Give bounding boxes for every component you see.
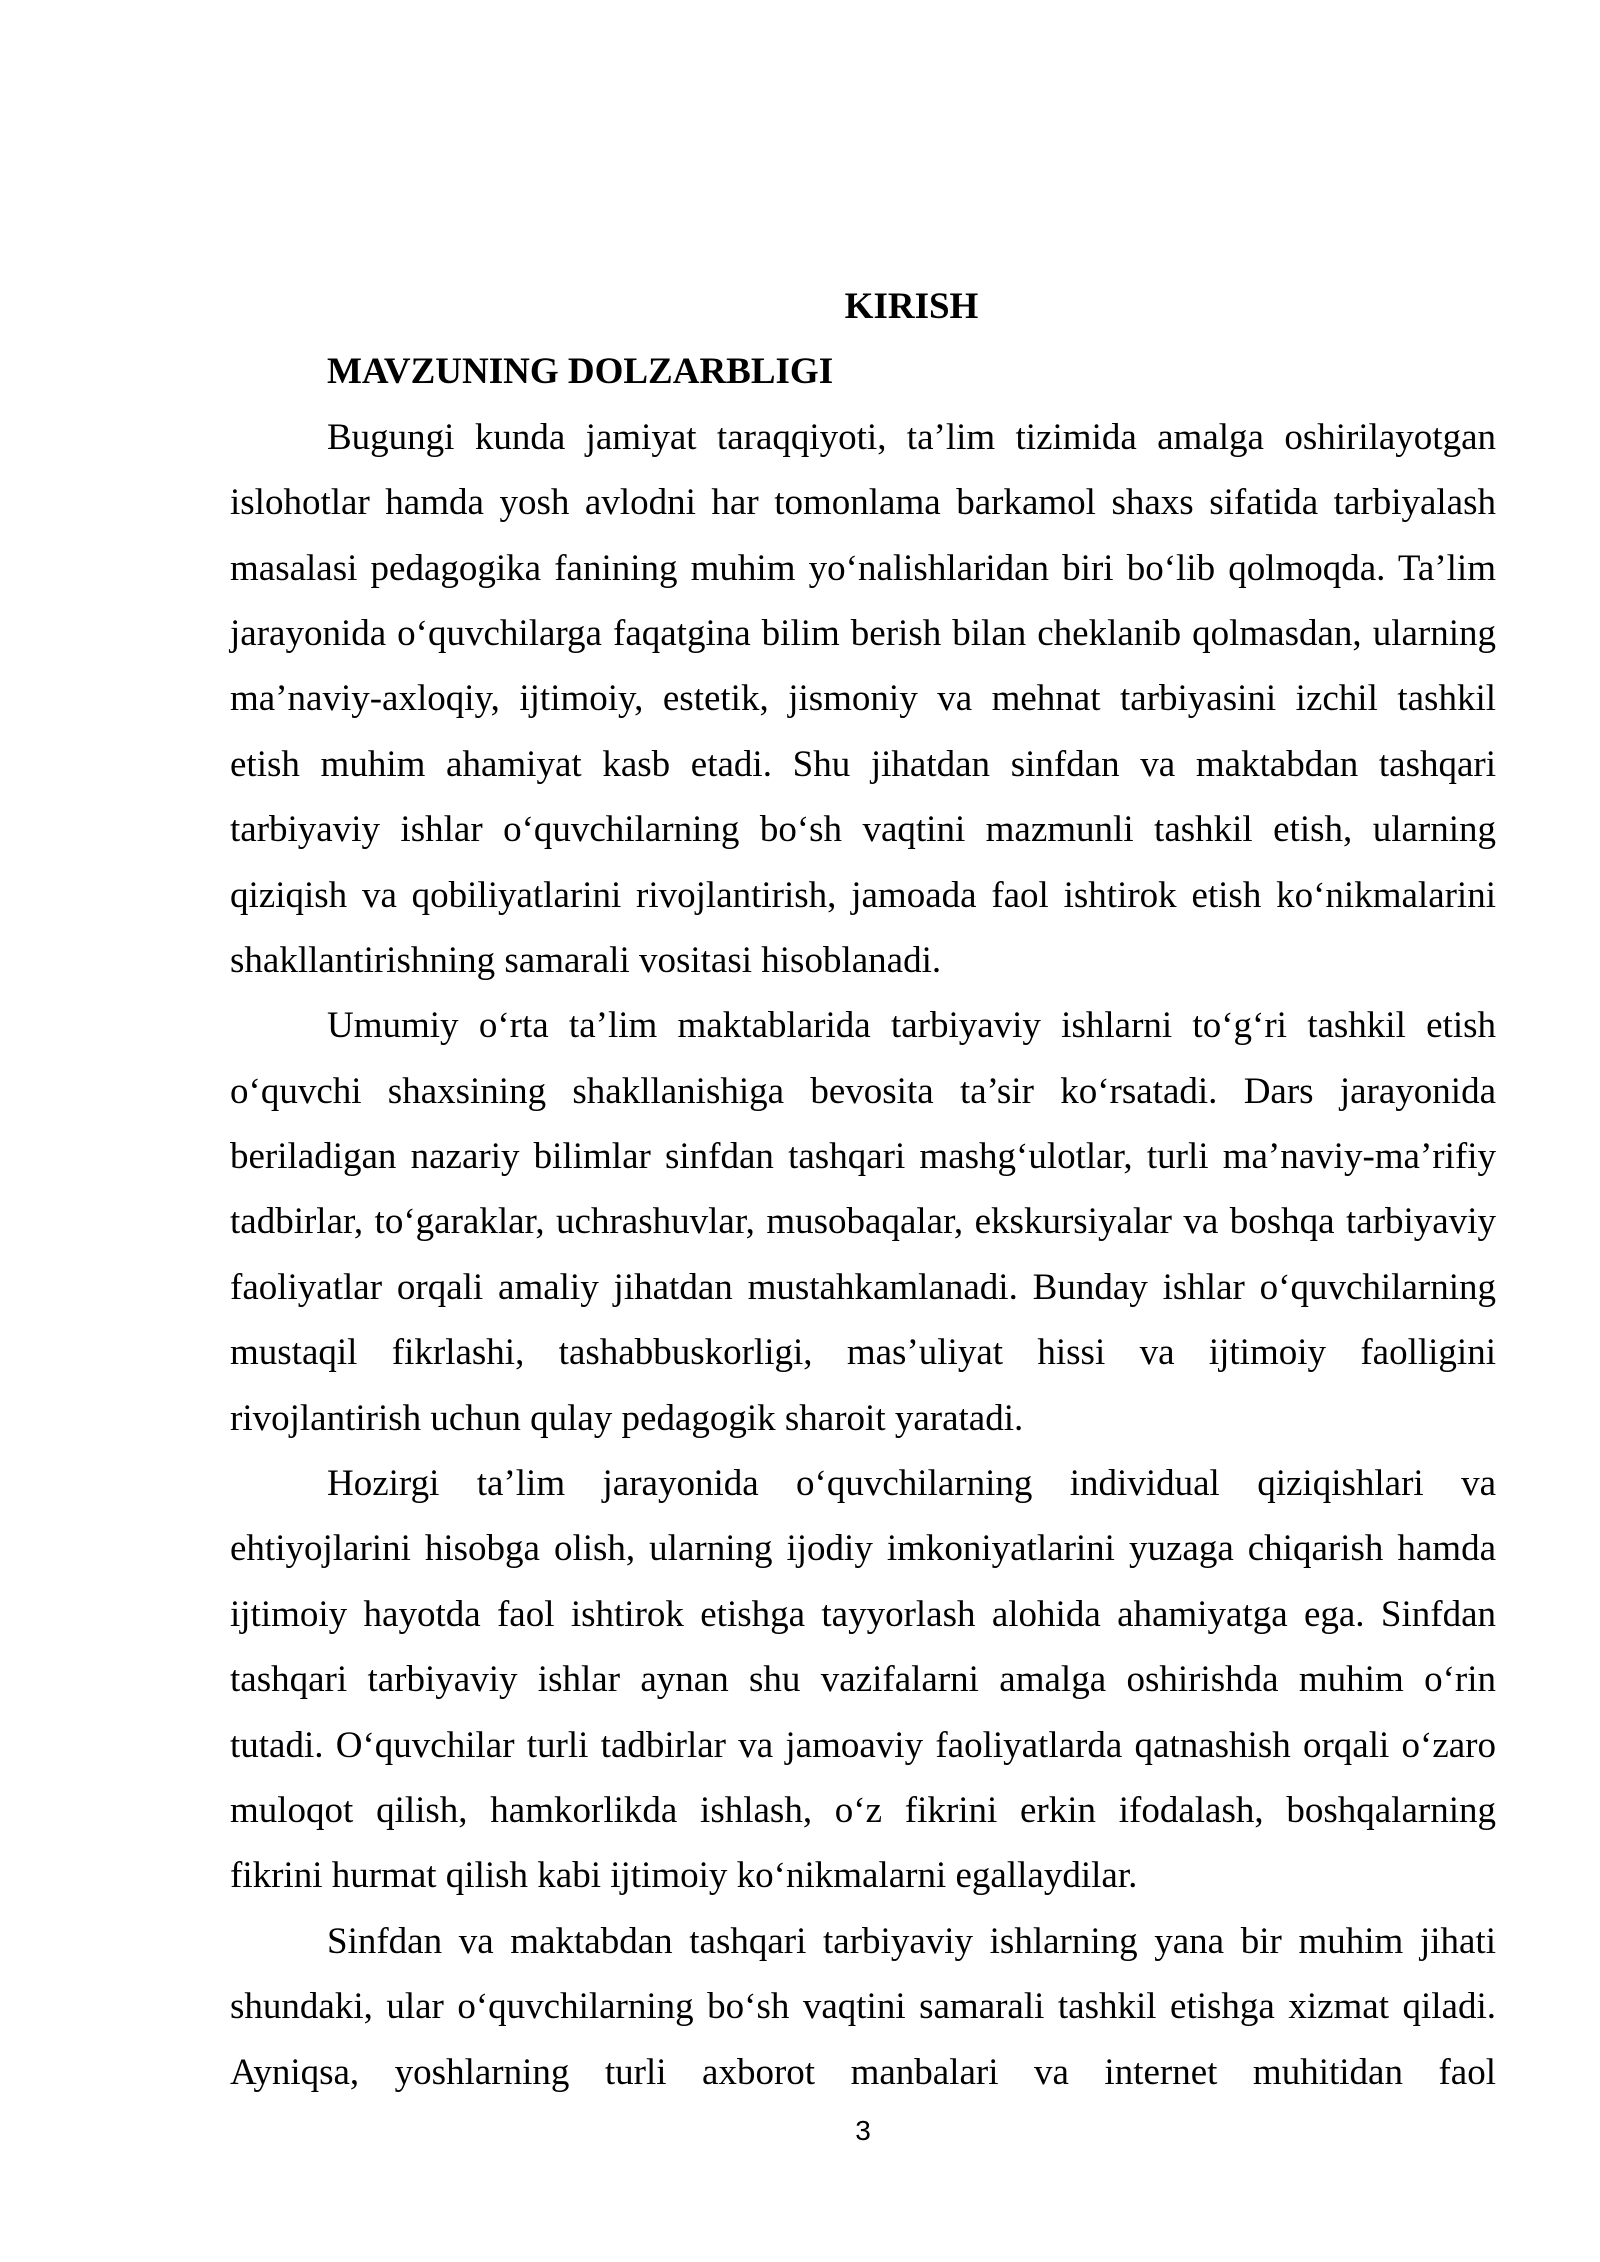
paragraph-line: ma’naviy-axloqiy, ijtimoiy, estetik, jismoniy va mehnat tarbiyasini izchil tashkil <box>230 678 1496 720</box>
paragraph-line: ijtimoiy hayotda faol ishtirok etishga tayyorlash alohida ahamiyatga ega. Sinfdan <box>230 1593 1496 1635</box>
paragraph-line: etish muhim ahamiyat kasb etadi. Shu jihatdan sinfdan va maktabdan tashqari <box>230 743 1496 785</box>
page-number: 3 <box>855 2115 871 2146</box>
paragraph-line: tashqari tarbiyaviy ishlar aynan shu vazifalarni amalga oshirishda muhim o‘rin <box>230 1659 1496 1701</box>
paragraph-line: muloqot qilish, hamkorlikda ishlash, o‘z fikrini erkin ifodalash, boshqalarning <box>230 1789 1496 1831</box>
paragraph-line: mustaqil fikrlashi, tashabbuskorligi, mas’uliyat hissi va ijtimoiy faolligini <box>230 1332 1496 1374</box>
section-title: MAVZUNING DOLZARBLIGI <box>327 351 834 393</box>
paragraph-1 <box>230 405 1496 994</box>
paragraph-line: ehtiyojlarini hisobga olish, ularning ijodiy imkoniyatlarini yuzaga chiqarish hamda <box>230 1528 1496 1570</box>
paragraph-4 <box>230 1909 1496 2105</box>
paragraph-line: Sinfdan va maktabdan tashqari tarbiyaviy ishlarning yana bir muhim jihati <box>327 1920 1496 1962</box>
paragraph-line: faoliyatlar orqali amaliy jihatdan mustahkamlanadi. Bunday ishlar o‘quvchilarning <box>230 1266 1496 1308</box>
paragraph-line: shakllantirishning samarali vositasi hisoblanadi. <box>230 939 942 981</box>
paragraph-line: fikrini hurmat qilish kabi ijtimoiy ko‘nikmalarni egallaydilar. <box>230 1855 1138 1897</box>
paragraph-line: Bugungi kunda jamiyat taraqqiyoti, ta’lim tizimida amalga oshirilayotgan <box>327 416 1496 458</box>
paragraph-line: o‘quvchi shaxsining shakllanishiga bevosita ta’sir ko‘rsatadi. Dars jarayonida <box>230 1070 1496 1112</box>
paragraph-line: tadbirlar, to‘garaklar, uchrashuvlar, musobaqalar, ekskursiyalar va boshqa tarbiyaviy <box>230 1201 1496 1243</box>
paragraph-line: tarbiyaviy ishlar o‘quvchilarning bo‘sh vaqtini mazmunli tashkil etish, ularning <box>230 809 1496 851</box>
paragraph-line: Hozirgi ta’lim jarayonida o‘quvchilarning individual qiziqishlari va <box>327 1463 1496 1505</box>
paragraph-line: Umumiy o‘rta ta’lim maktablarida tarbiyaviy ishlarni to‘g‘ri tashkil etish <box>327 1005 1496 1047</box>
paragraph-2 <box>230 993 1496 1451</box>
document-body <box>230 274 1496 2105</box>
paragraph-line: jarayonida o‘quvchilarga faqatgina bilim berish bilan cheklanib qolmasdan, ularning <box>230 612 1496 654</box>
paragraph-line: rivojlantirish uchun qulay pedagogik sharoit yaratadi. <box>230 1397 1024 1439</box>
chapter-title: KIRISH <box>844 286 979 327</box>
paragraph-line: qiziqish va qobiliyatlarini rivojlantirish, jamoada faol ishtirok etish ko‘nikmalarini <box>230 874 1496 916</box>
paragraph-line: Ayniqsa, yoshlarning turli axborot manbalari va internet muhitidan faol <box>230 2051 1496 2093</box>
paragraph-3 <box>230 1451 1496 1909</box>
paragraph-line: shundaki, ular o‘quvchilarning bo‘sh vaqtini samarali tashkil etishga xizmat qiladi. <box>230 1986 1496 2028</box>
paragraph-line: tutadi. O‘quvchilar turli tadbirlar va jamoaviy faoliyatlarda qatnashish orqali o‘zaro <box>230 1724 1496 1766</box>
paragraph-line: beriladigan nazariy bilimlar sinfdan tashqari mashg‘ulotlar, turli ma’naviy-ma’rifiy <box>230 1136 1496 1178</box>
paragraph-line: masalasi pedagogika fanining muhim yo‘nalishlaridan biri bo‘lib qolmoqda. Ta’lim <box>230 547 1496 589</box>
paragraph-line: islohotlar hamda yosh avlodni har tomonlama barkamol shaxs sifatida tarbiyalash <box>230 482 1496 524</box>
